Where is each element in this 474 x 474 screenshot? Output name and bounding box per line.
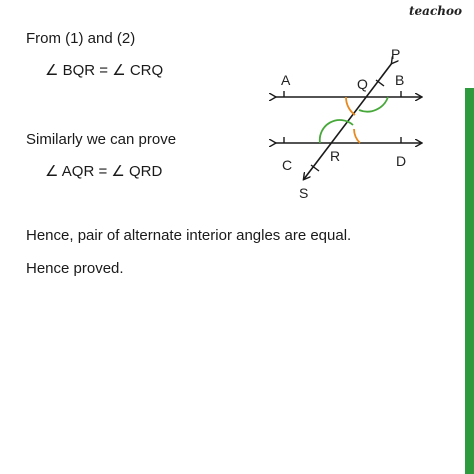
- label-a: A: [281, 72, 291, 88]
- angle-qrd-arc: [354, 129, 360, 143]
- label-s: S: [299, 185, 309, 201]
- text-angle-aqr-qrd: ∠ AQR = ∠ QRD: [45, 163, 163, 180]
- label-p: P: [391, 46, 401, 62]
- label-r: R: [330, 148, 341, 164]
- label-d: D: [396, 153, 407, 169]
- label-b: B: [395, 72, 405, 88]
- label-c: C: [282, 157, 293, 173]
- text-from-1-and-2: From (1) and (2): [26, 30, 136, 47]
- accent-bar: [465, 88, 474, 474]
- text-similarly: Similarly we can prove: [26, 131, 177, 148]
- teachoo-watermark: teachoo: [409, 4, 462, 18]
- angle-bqr-arc: [359, 97, 388, 112]
- text-conclusion: Hence, pair of alternate interior angles are equal.: [26, 227, 352, 244]
- angle-crq-arc: [320, 120, 353, 143]
- text-hence-proved: Hence proved.: [26, 260, 124, 277]
- parallel-lines-diagram: [255, 40, 445, 215]
- text-angle-bqr-crq: ∠ BQR = ∠ CRQ: [45, 62, 164, 79]
- label-q: Q: [357, 76, 368, 92]
